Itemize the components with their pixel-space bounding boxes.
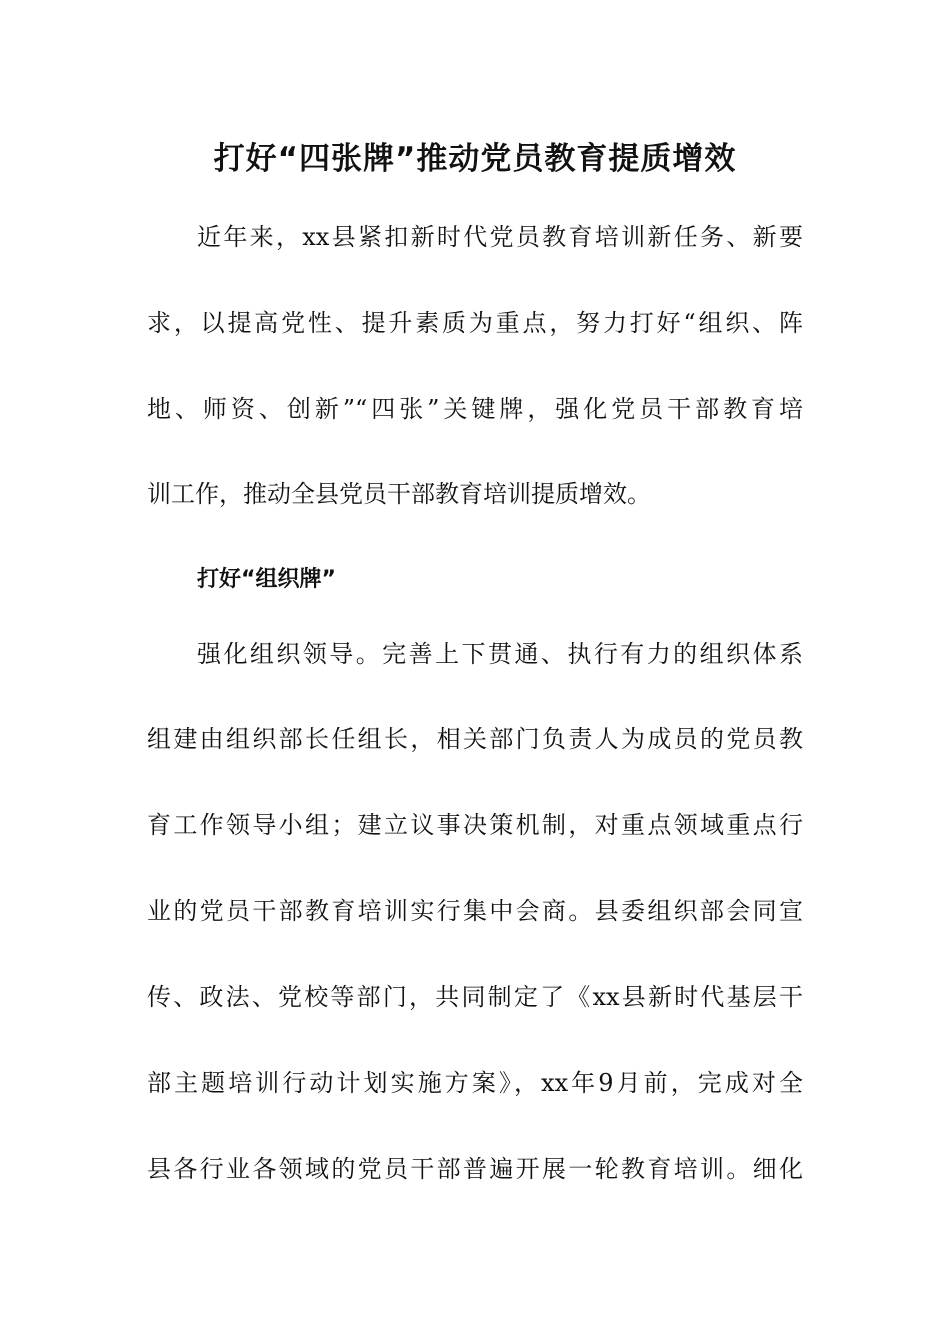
intro-line-2: 求，以提高党性、提升素质为重点，努力打好“组织、阵 — [147, 309, 803, 337]
section-line-7: 县各行业各领域的党员干部普遍开展一轮教育培训。细化 — [147, 1155, 803, 1183]
section-line-4: 业的党员干部教育培训实行集中会商。县委组织部会同宣 — [147, 897, 803, 925]
section-line-2: 组建由组织部长任组长，相关部门负责人为成员的党员教 — [147, 725, 803, 753]
section-heading: 打好“组织牌” — [197, 567, 336, 592]
intro-line-3: 地、师资、创新”“四张”关键牌，强化党员干部教育培 — [147, 395, 803, 423]
document-title: 打好“四张牌”推动党员教育提质增效 — [213, 141, 737, 177]
section-line-3: 育工作领导小组；建立议事决策机制，对重点领域重点行 — [147, 811, 803, 839]
intro-line-4: 训工作，推动全县党员干部教育培训提质增效。 — [147, 480, 651, 508]
section-line-6: 部主题培训行动计划实施方案》，xx年9月前，完成对全 — [147, 1069, 803, 1097]
intro-line-1: 近年来，xx县紧扣新时代党员教育培训新任务、新要 — [197, 223, 803, 251]
section-line-5: 传、政法、党校等部门，共同制定了《xx县新时代基层干 — [147, 983, 803, 1011]
section-line-1: 强化组织领导。完善上下贯通、执行有力的组织体系 — [197, 640, 803, 668]
